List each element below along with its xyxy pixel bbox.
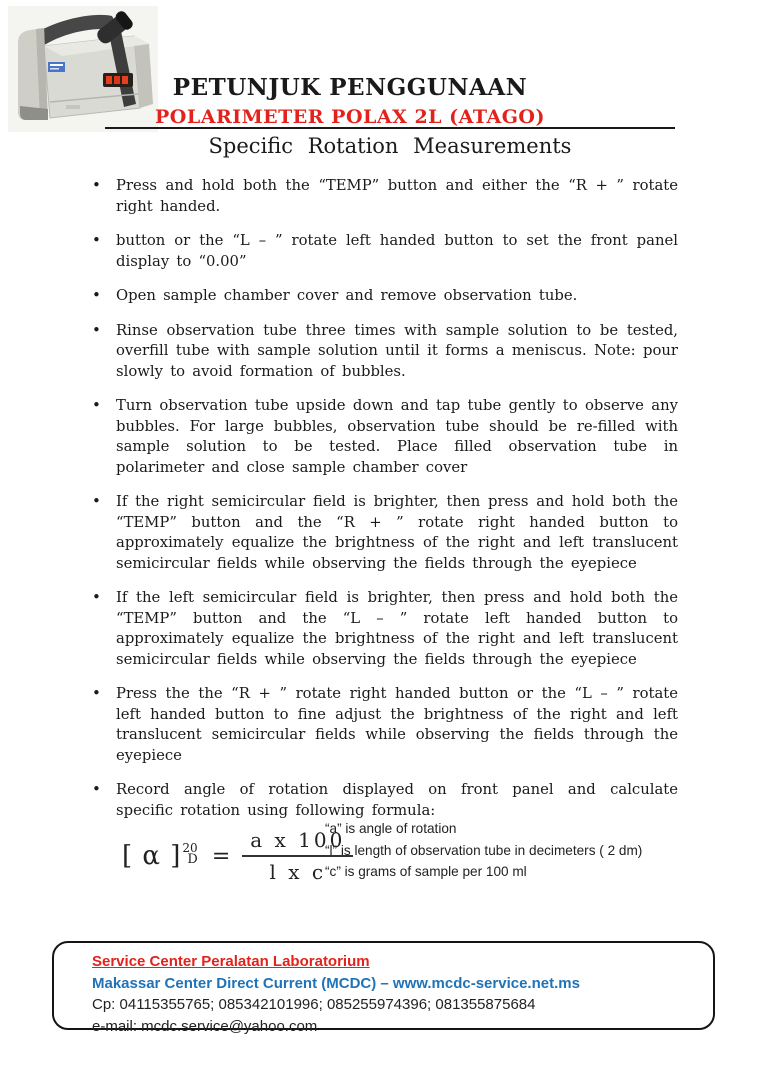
header-divider	[105, 127, 675, 129]
header	[100, 74, 600, 128]
bullet-icon: •	[92, 684, 101, 702]
instruction-item	[88, 176, 678, 217]
formula-note: “c” is grams of sample per 100 ml	[325, 864, 527, 879]
instruction-text: Press the the “R + ” rotate right handed button or the “L – ” rotate left handed button to fine adjust the brightness of the right and left translucent semicircular fields while observing the fields through the eyepiece	[116, 685, 678, 764]
instruction-text: Rinse observation tube three times with sample solution to be tested, overfill tube with sample solution until it forms a meniscus. Note: pour slowly to avoid formation of bubbles.	[116, 321, 678, 380]
formula-scripts	[182, 843, 197, 865]
instruction-item	[88, 492, 678, 574]
service-center-title: Service Center Peralatan Laboratorium	[92, 953, 370, 970]
instruction-item	[88, 684, 678, 766]
instruction-text: Turn observation tube upside down and tap tube gently to observe any bubbles. For large bubbles, observation tube should be re-filled with sample solution to be tested. Place filled observation tube in polarimeter and close sample chamber cover	[116, 397, 678, 476]
instruction-item	[88, 780, 678, 821]
bullet-icon: •	[92, 231, 101, 249]
equals-sign: =	[211, 843, 231, 869]
instruction-text: If the right semicircular field is brighter, then press and hold both the “TEMP” button and the “R + ” rotate right handed button to approximately equalize the brightness of the right and left translucent semicircular fields while observing the fields through the eyepiece	[116, 493, 678, 572]
instruction-item	[88, 321, 678, 383]
bullet-icon: •	[92, 286, 101, 304]
instruction-text: If the left semicircular field is brighter, then press and hold both the “TEMP” button and the “L – ” rotate left handed button to approximately equalize the brightness of the right and left translucent semicircular fields while observing the fields through the eyepiece	[116, 589, 678, 668]
formula-note: “a” is angle of rotation	[325, 821, 457, 836]
instruction-text: Open sample chamber cover and remove observation tube.	[116, 287, 578, 304]
bullet-icon: •	[92, 396, 101, 414]
specific-rotation-formula	[122, 828, 353, 884]
bullet-icon: •	[92, 176, 101, 194]
formula-note: “l” is length of observation tube in decimeters ( 2 dm)	[325, 842, 643, 858]
instruction-text: Record angle of rotation displayed on front panel and calculate specific rotation using following formula:	[116, 781, 678, 819]
bullet-icon: •	[92, 320, 101, 339]
fraction-numerator: a x 100	[242, 828, 353, 857]
instruction-text: Press and hold both the “TEMP” button and either the “R + ” rotate right handed.	[116, 177, 678, 215]
instruction-item	[88, 286, 678, 307]
instruction-list	[88, 176, 678, 835]
service-center-box	[52, 941, 715, 1035]
section-title: Specific Rotation Measurements	[208, 134, 572, 158]
page-subtitle-product: POLARIMETER POLAX 2L (ATAGO)	[155, 106, 545, 128]
service-center-email: e-mail: mcdc.service@yahoo.com	[92, 1017, 318, 1035]
formula-notes	[325, 818, 675, 883]
bullet-icon: •	[92, 492, 101, 510]
formula-subscript: D	[187, 852, 198, 867]
bullet-icon: •	[92, 780, 101, 798]
brand-label	[48, 62, 65, 72]
instruction-item	[88, 231, 678, 272]
formula-superscript: 20	[182, 841, 198, 855]
service-center-org-website: Makassar Center Direct Current (MCDC) – www.mcdc-service.net.ms	[92, 974, 580, 992]
instruction-item	[88, 588, 678, 670]
page-title: PETUNJUK PENGGUNAAN	[172, 74, 528, 101]
fraction-denominator: l x c	[269, 860, 327, 884]
bullet-icon: •	[92, 588, 101, 606]
instruction-item	[88, 396, 678, 478]
instruction-text: button or the “L – ” rotate left handed button to set the front panel display to “0.00”	[116, 232, 678, 270]
formula-lhs: [ α ]	[122, 841, 182, 871]
service-center-phones: Cp: 04115355765; 085342101996; 085255974396; 081355875684	[92, 996, 536, 1013]
